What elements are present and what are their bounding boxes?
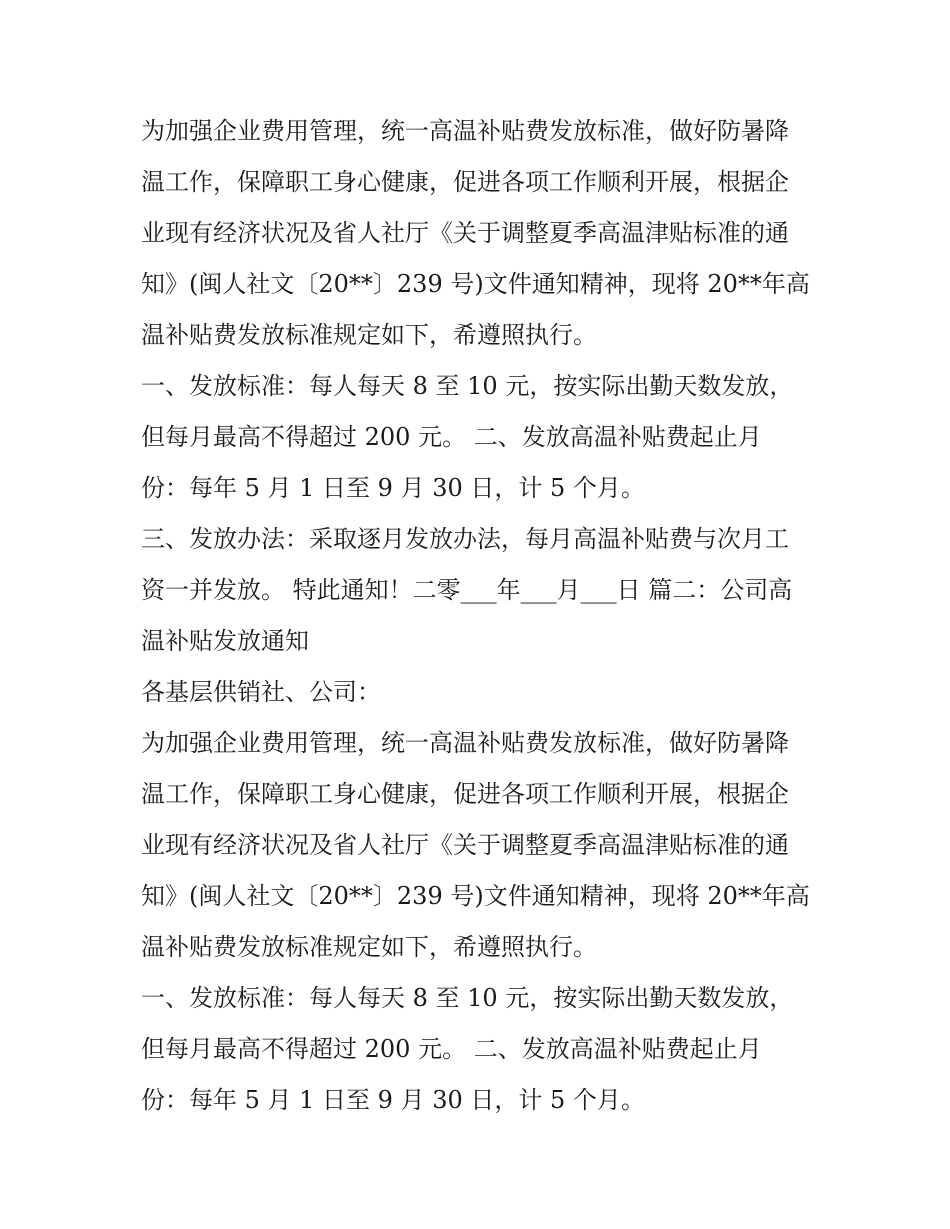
text-line: 知》(闽人社文〔20**〕239 号)文件通知精神，现将 20**年高: [141, 882, 810, 910]
text-line: 各基层供销社、公司：: [141, 678, 381, 706]
text-line: 份：每年 5 月 1 日至 9 月 30 日，计 5 个月。: [141, 474, 645, 502]
text-line: 为加强企业费用管理，统一高温补贴费发放标准，做好防暑降: [141, 117, 789, 145]
text-line: 但每月最高不得超过 200 元。 二、发放高温补贴费起止月: [141, 1035, 762, 1063]
text-line: 一、发放标准：每人每天 8 至 10 元，按实际出勤天数发放，: [141, 984, 794, 1012]
text-line: 资一并发放。 特此通知！二零___年___月___日 篇二：公司高: [141, 576, 793, 604]
text-line: 但每月最高不得超过 200 元。 二、发放高温补贴费起止月: [141, 423, 762, 451]
text-line: 一、发放标准：每人每天 8 至 10 元，按实际出勤天数发放，: [141, 372, 794, 400]
text-line: 温补贴费发放标准规定如下，希遵照执行。: [141, 933, 597, 961]
text-line: 温补贴费发放标准规定如下，希遵照执行。: [141, 321, 597, 349]
text-line: 业现有经济状况及省人社厅《关于调整夏季高温津贴标准的通: [141, 219, 789, 247]
text-line: 知》(闽人社文〔20**〕239 号)文件通知精神，现将 20**年高: [141, 270, 810, 298]
text-line: 温工作，保障职工身心健康，促进各项工作顺利开展，根据企: [141, 780, 789, 808]
text-line: 份：每年 5 月 1 日至 9 月 30 日，计 5 个月。: [141, 1086, 645, 1114]
text-line: 为加强企业费用管理，统一高温补贴费发放标准，做好防暑降: [141, 729, 789, 757]
text-line: 三、发放办法：采取逐月发放办法，每月高温补贴费与次月工: [141, 525, 789, 553]
text-line: 温补贴发放通知: [141, 627, 309, 655]
document-body: [141, 106, 821, 1126]
text-line: 温工作，保障职工身心健康，促进各项工作顺利开展，根据企: [141, 168, 789, 196]
text-line: 业现有经济状况及省人社厅《关于调整夏季高温津贴标准的通: [141, 831, 789, 859]
